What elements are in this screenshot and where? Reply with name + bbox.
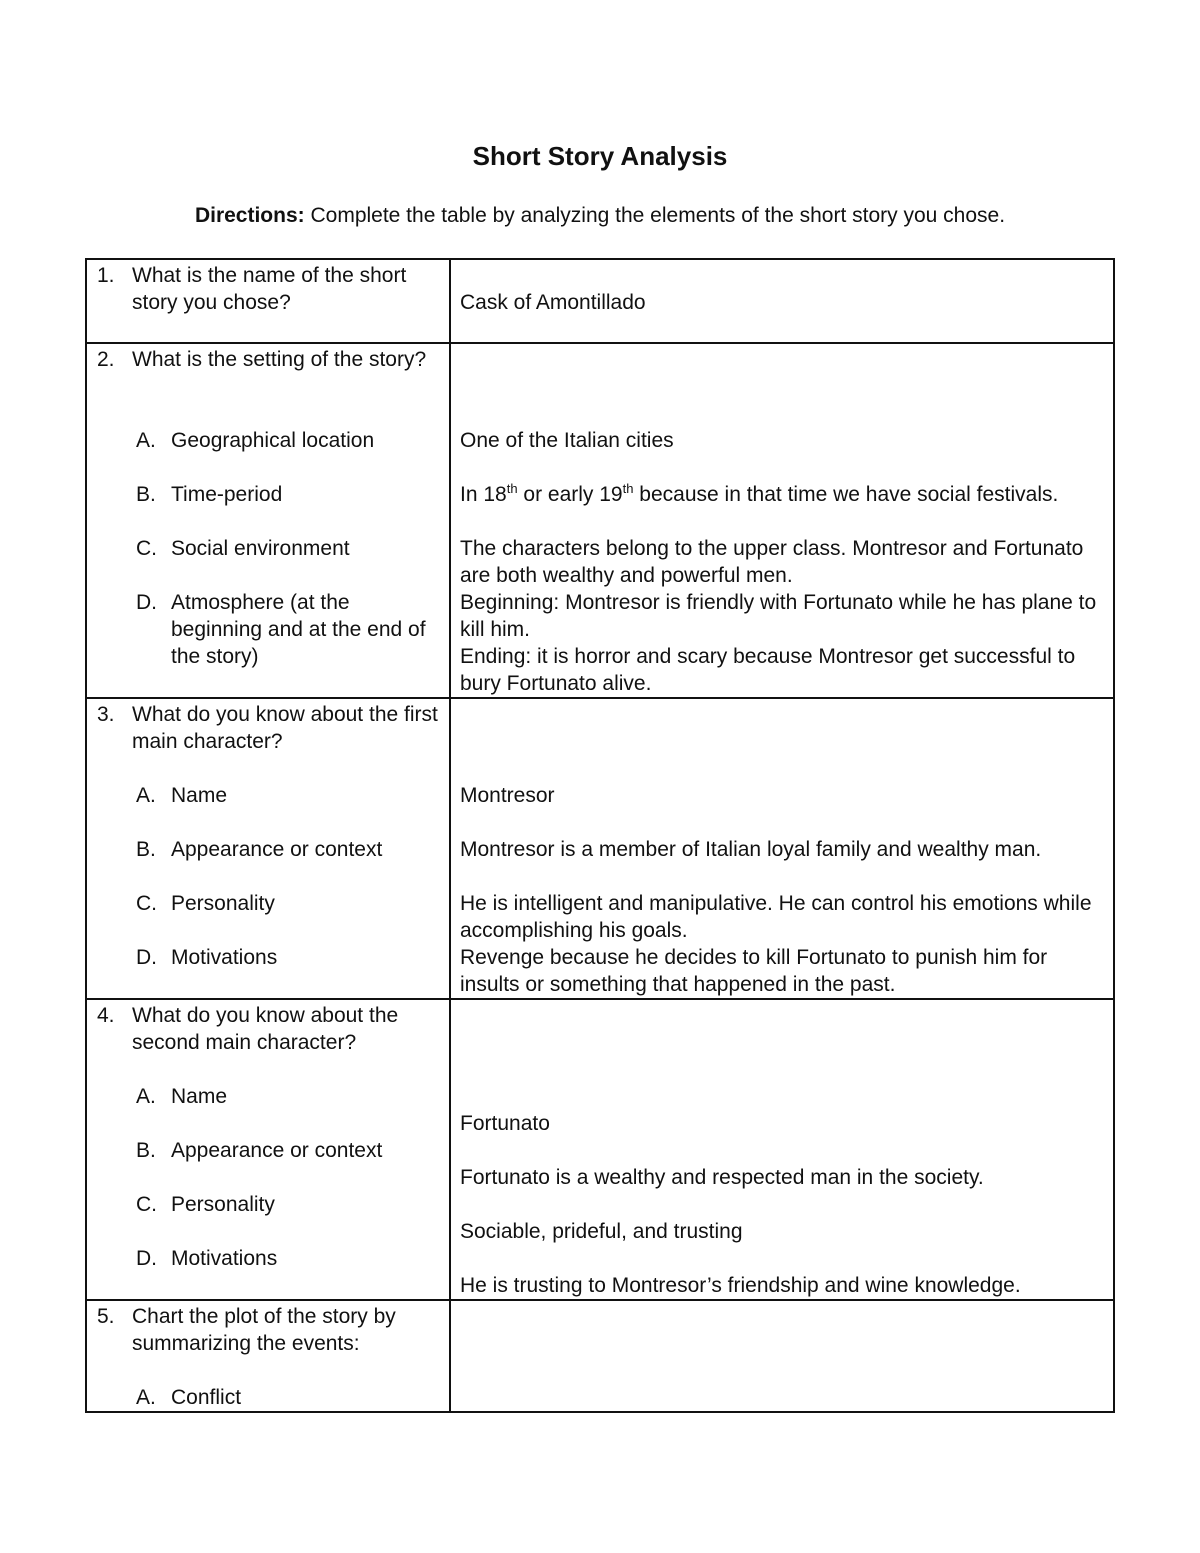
question-cell-3 bbox=[86, 698, 450, 999]
answer-personality: Sociable, prideful, and trusting bbox=[460, 1220, 743, 1243]
sub-letter: B. bbox=[136, 1139, 156, 1162]
answer-appearance: Fortunato is a wealthy and respected man in the society. bbox=[460, 1166, 984, 1189]
question-cell-2 bbox=[86, 343, 450, 698]
sub-label: Conflict bbox=[171, 1386, 242, 1409]
question-text: What do you know about the first main character? bbox=[132, 703, 438, 753]
sub-letter: A. bbox=[136, 784, 156, 807]
answer-location: One of the Italian cities bbox=[460, 429, 674, 452]
answer-cell-4[interactable] bbox=[450, 999, 1114, 1300]
answer-time-period: In 18th or early 19th because in that time we have social festivals. bbox=[460, 481, 1059, 506]
question-number: 2. bbox=[97, 348, 115, 371]
question-number: 5. bbox=[97, 1305, 115, 1328]
sub-letter: C. bbox=[136, 1193, 157, 1216]
question-number: 3. bbox=[97, 703, 115, 726]
sub-letter: D. bbox=[136, 946, 157, 969]
sub-letter: D. bbox=[136, 591, 157, 614]
answer-cell-2[interactable] bbox=[450, 343, 1114, 698]
sub-label: Time-period bbox=[171, 483, 283, 506]
sub-letter: A. bbox=[136, 1085, 156, 1108]
sub-letter: D. bbox=[136, 1247, 157, 1270]
question-text: What is the setting of the story? bbox=[132, 348, 427, 371]
answer-name: Fortunato bbox=[460, 1112, 550, 1135]
question-cell-1 bbox=[86, 259, 450, 343]
question-text: Chart the plot of the story by summarizing the events: bbox=[132, 1305, 396, 1355]
sub-label: Appearance or context bbox=[171, 1139, 383, 1162]
question-number: 4. bbox=[97, 1004, 115, 1027]
directions-text: Complete the table by analyzing the elements of the short story you chose. bbox=[304, 204, 1006, 227]
question-cell-4 bbox=[86, 999, 450, 1300]
table-row-3 bbox=[86, 698, 1114, 999]
sub-label: Appearance or context bbox=[171, 838, 383, 861]
table-row-4 bbox=[86, 999, 1114, 1300]
directions: Directions: Complete the table by analyzing the elements of the short story you chose. bbox=[194, 204, 1006, 227]
table-row-2 bbox=[86, 343, 1114, 698]
sub-letter: C. bbox=[136, 537, 157, 560]
sub-label: Personality bbox=[171, 1193, 275, 1216]
answer-cell-3[interactable] bbox=[450, 698, 1114, 999]
sub-label: Name bbox=[171, 784, 228, 807]
answer-name: Montresor bbox=[460, 784, 555, 807]
answer-social-environment: The characters belong to the upper class. Montresor and Fortunato are both wealthy and powerful men. bbox=[460, 537, 1084, 587]
question-number: 1. bbox=[97, 264, 115, 287]
sub-letter: C. bbox=[136, 892, 157, 915]
question-text: What is the name of the short story you chose? bbox=[132, 264, 407, 314]
answer-cell-5[interactable] bbox=[450, 1300, 1114, 1412]
answer-appearance: Montresor is a member of Italian loyal family and wealthy man. bbox=[460, 838, 1042, 861]
question-cell-5 bbox=[86, 1300, 450, 1412]
sub-letter: A. bbox=[136, 429, 156, 452]
analysis-table bbox=[85, 258, 1115, 1413]
answer-motivations: He is trusting to Montresor’s friendship and wine knowledge. bbox=[460, 1274, 1021, 1297]
answer-motivations: Revenge because he decides to kill Fortunato to punish him for insults or something that happened in the past. bbox=[460, 946, 1048, 996]
table-row-1 bbox=[86, 259, 1114, 343]
sub-label: Geographical location bbox=[171, 429, 375, 452]
sub-label: Social environment bbox=[171, 537, 350, 560]
table-row-5 bbox=[86, 1300, 1114, 1412]
page-title: Short Story Analysis bbox=[472, 141, 728, 171]
sub-label: Name bbox=[171, 1085, 228, 1108]
sub-label: Motivations bbox=[171, 1247, 278, 1270]
answer-atmosphere-ending: Ending: it is horror and scary because Montresor get successful to bury Fortunato alive. bbox=[460, 645, 1076, 695]
question-text: What do you know about the second main character? bbox=[132, 1004, 399, 1054]
answer-story-name: Cask of Amontillado bbox=[460, 291, 646, 314]
sub-label: Personality bbox=[171, 892, 275, 915]
sub-letter: B. bbox=[136, 483, 156, 506]
answer-personality: He is intelligent and manipulative. He can control his emotions while accomplishing his goals. bbox=[460, 892, 1092, 942]
sub-label: Motivations bbox=[171, 946, 278, 969]
answer-atmosphere-beginning: Beginning: Montresor is friendly with Fortunato while he has plane to kill him. bbox=[460, 591, 1097, 641]
sub-label: Atmosphere (at the beginning and at the end of the story) bbox=[171, 591, 426, 668]
directions-label: Directions bbox=[194, 204, 298, 227]
sub-letter: A. bbox=[136, 1386, 156, 1409]
sub-letter: B. bbox=[136, 838, 156, 861]
answer-cell-1[interactable] bbox=[450, 259, 1114, 343]
